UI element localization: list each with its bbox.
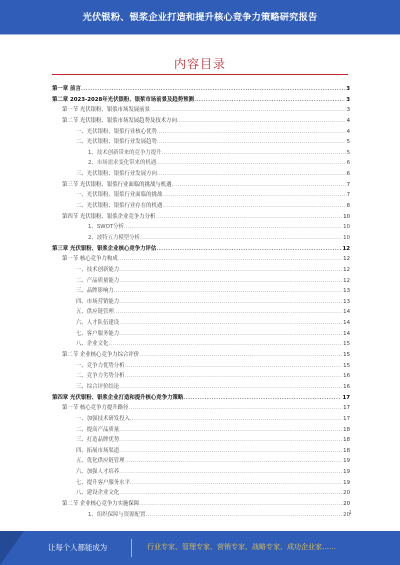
toc-entry-page: 4	[346, 117, 350, 124]
toc-entry[interactable]	[52, 435, 350, 446]
toc-entry-page: 16	[343, 373, 350, 380]
toc-entry-label: 二、产品质量能力	[76, 277, 120, 284]
toc-leader-dots	[125, 371, 343, 382]
toc-entry-page: 10	[343, 213, 350, 220]
toc-entry-page: 7	[346, 181, 350, 188]
toc-entry-page: 10	[343, 234, 350, 241]
toc-leader-dots	[108, 339, 342, 350]
toc-entry-label: 第一节 光伏银粉、银浆市场发展前景	[62, 107, 150, 114]
toc-entry-page: 18	[343, 447, 350, 454]
toc-entry-label: 第一章 前言	[52, 86, 81, 92]
toc-leader-dots	[145, 510, 342, 521]
toc-entry-label: 第二节 企业核心竞争力综合评价	[62, 352, 140, 359]
toc-leader-dots	[162, 190, 345, 201]
toc-leader-dots	[114, 307, 342, 318]
toc-entry-label: 二、竞争力劣势分析	[76, 373, 125, 380]
report-title: 光伏银粉、银浆企业打造和提升核心竞争力策略研究报告	[82, 12, 318, 23]
toc-leader-dots	[156, 158, 345, 169]
toc-entry-page: 12	[343, 266, 350, 273]
toc-entry[interactable]	[52, 201, 350, 212]
toc-entry-label: 1、组织保障与资源配置	[88, 511, 146, 518]
header-divider	[0, 34, 400, 35]
toc-entry-page: 13	[343, 288, 350, 295]
toc-entry[interactable]	[52, 116, 350, 127]
table-of-contents	[52, 84, 350, 520]
toc-entry[interactable]	[52, 127, 350, 138]
toc-entry-page: 19	[343, 479, 350, 486]
toc-entry-label: 五、供应链管理	[76, 309, 114, 316]
toc-entry-label: 六、加强人才培养	[76, 469, 120, 476]
toc-entry[interactable]	[52, 169, 350, 180]
toc-entry-label: 一、技术创新能力	[76, 266, 120, 273]
toc-entry[interactable]	[52, 212, 350, 223]
toc-entry[interactable]	[52, 148, 350, 159]
footer-roles: 行业专家、管理专家、营销专家、战略专家、成功企业家……	[147, 543, 336, 551]
toc-leader-dots	[162, 201, 345, 212]
toc-entry-page: 19	[343, 458, 350, 465]
toc-entry-page: 12	[343, 256, 350, 263]
toc-entry[interactable]	[52, 339, 350, 350]
toc-entry-label: 二、光伏银粉、银浆行业发展趋势	[76, 139, 157, 146]
toc-leader-dots	[156, 244, 341, 255]
toc-entry-page: 15	[343, 362, 350, 369]
toc-leader-dots	[194, 95, 345, 106]
toc-entry[interactable]	[52, 393, 350, 404]
toc-entry-label: 第四章 光伏银粉、银浆企业打造和提升核心竞争力策略	[52, 394, 184, 401]
toc-entry-page: 15	[343, 352, 350, 359]
footer-slogan: 让每个人都能成为	[48, 543, 108, 552]
footer-divider	[131, 539, 132, 557]
toc-entry-label: 第一节 核心竞争力提升路径	[62, 405, 129, 412]
toc-entry[interactable]	[52, 350, 350, 361]
toc-entry[interactable]	[52, 297, 350, 308]
toc-entry[interactable]	[52, 382, 350, 393]
toc-entry-page: 14	[343, 320, 350, 327]
toc-heading: 内容目录	[173, 57, 226, 71]
toc-entry-label: 三、品牌影响力	[76, 288, 114, 295]
toc-entry-label: 第一节 核心竞争力构成	[62, 256, 118, 263]
toc-entry-label: 2、波特五力模型分析	[88, 234, 140, 241]
toc-entry[interactable]	[52, 446, 350, 457]
toc-leader-dots	[155, 212, 342, 223]
toc-leader-dots	[139, 350, 342, 361]
toc-leader-dots	[157, 169, 346, 180]
toc-entry-label: 二、提高产品质量	[76, 426, 120, 433]
toc-leader-dots	[119, 425, 342, 436]
toc-entry-page: 14	[343, 309, 350, 316]
toc-leader-dots	[150, 105, 346, 116]
toc-leader-dots	[119, 467, 342, 478]
toc-leader-dots	[119, 265, 342, 276]
toc-leader-dots	[157, 137, 346, 148]
toc-leader-dots	[140, 233, 342, 244]
toc-entry[interactable]	[52, 499, 350, 510]
toc-entry[interactable]	[52, 190, 350, 201]
toc-entry-label: 1、SWOT分析	[88, 224, 124, 231]
toc-entry-label: 八、建设企业文化	[76, 490, 120, 497]
toc-entry-page: 13	[343, 298, 350, 305]
toc-entry[interactable]	[52, 488, 350, 499]
footer-accent-shape	[0, 531, 24, 565]
toc-heading-rule	[52, 74, 348, 75]
toc-entry-label: 七、提升客户服务水平	[76, 479, 130, 486]
toc-entry-page: 16	[343, 383, 350, 390]
toc-leader-dots	[114, 286, 342, 297]
toc-entry[interactable]	[52, 403, 350, 414]
header-bar	[0, 0, 400, 34]
toc-entry[interactable]	[52, 95, 350, 106]
toc-entry-label: 五、优化供应链管理	[76, 458, 125, 465]
toc-leader-dots	[139, 499, 342, 510]
toc-entry-label: 第三节 光伏银粉、银浆行业面临的挑战与机遇	[62, 181, 172, 188]
toc-leader-dots	[118, 254, 343, 265]
toc-entry-label: 二、光伏银粉、银浆行业存在的机遇	[76, 203, 163, 210]
toc-entry[interactable]	[52, 361, 350, 372]
toc-entry-label: 四、市场营销能力	[76, 298, 120, 305]
toc-leader-dots	[119, 488, 342, 499]
toc-leader-dots	[119, 435, 342, 446]
toc-entry[interactable]	[52, 456, 350, 467]
toc-entry-label: 第二节 企业核心竞争力实施保障	[62, 500, 140, 507]
toc-entry-page: 19	[343, 469, 350, 476]
toc-entry-page: 17	[342, 394, 350, 401]
toc-entry-page: 3	[346, 86, 350, 92]
toc-leader-dots	[119, 382, 342, 393]
toc-entry[interactable]	[52, 233, 350, 244]
toc-entry-label: 一、加强技术研发投入	[76, 415, 130, 422]
toc-entry[interactable]	[52, 318, 350, 329]
toc-entry-page: 3	[346, 96, 350, 103]
toc-entry[interactable]	[52, 307, 350, 318]
toc-entry-page: 4	[346, 128, 350, 135]
toc-entry-page: 18	[343, 437, 350, 444]
toc-entry-page: 6	[346, 160, 350, 167]
page-number: 1	[348, 510, 352, 516]
toc-entry-label: 第二节 光伏银粉、银浆市场发展趋势及技术方向	[62, 117, 177, 124]
toc-entry-page: 12	[343, 277, 350, 284]
toc-entry-page: 17	[343, 405, 350, 412]
toc-leader-dots	[183, 393, 341, 404]
toc-entry-label: 三、打造品牌优势	[76, 437, 120, 444]
toc-entry[interactable]	[52, 84, 350, 95]
toc-entry-page: 10	[343, 224, 350, 231]
toc-entry-page: 18	[343, 426, 350, 433]
toc-entry-page: 20	[343, 500, 350, 507]
toc-leader-dots	[128, 403, 342, 414]
toc-entry[interactable]	[52, 510, 350, 521]
toc-entry[interactable]	[52, 371, 350, 382]
toc-entry[interactable]	[52, 478, 350, 489]
toc-entry-label: 2、市场需求变化带来的机遇	[88, 160, 157, 167]
toc-entry[interactable]	[52, 254, 350, 265]
toc-entry-label: 第三章 光伏银粉、银浆企业核心竞争力评估	[52, 245, 157, 252]
toc-entry-label: 第二章 2023-2028年光伏银粉、银浆市场前景及趋势预测	[52, 96, 194, 103]
toc-leader-dots	[157, 127, 346, 138]
toc-entry[interactable]	[52, 276, 350, 287]
toc-leader-dots	[130, 414, 342, 425]
toc-entry[interactable]	[52, 137, 350, 148]
toc-entry-label: 四、拓展市场渠道	[76, 447, 120, 454]
toc-entry[interactable]	[52, 180, 350, 191]
toc-entry[interactable]	[52, 222, 350, 233]
toc-leader-dots	[119, 276, 342, 287]
toc-entry-page: 5	[346, 149, 350, 156]
toc-entry-label: 三、光伏银粉、银浆行业发展方向	[76, 171, 157, 178]
toc-entry[interactable]	[52, 286, 350, 297]
toc-entry-label: 一、光伏银粉、银浆行业面临的挑战	[76, 192, 163, 199]
toc-entry-page: 15	[343, 341, 350, 348]
toc-entry[interactable]	[52, 425, 350, 436]
toc-leader-dots	[125, 361, 343, 372]
footer-bar	[0, 531, 400, 565]
toc-entry[interactable]	[52, 329, 350, 340]
toc-entry[interactable]	[52, 105, 350, 116]
toc-entry-label: 1、技术创新带来的竞争力提升	[88, 149, 162, 156]
toc-entry-label: 三、综合评价结论	[76, 383, 120, 390]
toc-leader-dots	[177, 116, 346, 127]
toc-leader-dots	[172, 180, 346, 191]
toc-entry[interactable]	[52, 244, 350, 255]
toc-entry-page: 7	[346, 192, 350, 199]
toc-entry-label: 一、竞争力优势分析	[76, 362, 125, 369]
toc-entry[interactable]	[52, 265, 350, 276]
toc-entry-page: 20	[343, 490, 350, 497]
toc-leader-dots	[119, 329, 342, 340]
toc-entry[interactable]	[52, 158, 350, 169]
toc-entry-label: 第四节 光伏银粉、银浆企业竞争力分析	[62, 213, 156, 220]
toc-entry-page: 12	[342, 245, 350, 252]
toc-leader-dots	[125, 456, 343, 467]
toc-leader-dots	[130, 478, 342, 489]
toc-leader-dots	[119, 318, 342, 329]
toc-entry-label: 八、企业文化	[76, 341, 109, 348]
toc-entry-page: 5	[346, 139, 350, 146]
toc-leader-dots	[119, 297, 342, 308]
toc-entry-page: 8	[346, 203, 350, 210]
toc-entry-page: 6	[346, 171, 350, 178]
toc-leader-dots	[162, 148, 346, 159]
toc-entry-label: 六、人才队伍建设	[76, 320, 120, 327]
toc-entry-page: 14	[343, 330, 350, 337]
toc-entry-page: 3	[346, 107, 350, 114]
toc-entry-label: 七、客户服务能力	[76, 330, 120, 337]
toc-entry-label: 一、光伏银粉、银浆行业核心优势	[76, 128, 157, 135]
toc-entry-page: 17	[343, 415, 350, 422]
toc-leader-dots	[124, 222, 342, 233]
toc-leader-dots	[81, 84, 345, 95]
toc-leader-dots	[119, 446, 342, 457]
toc-entry[interactable]	[52, 414, 350, 425]
toc-entry-page: 20	[343, 511, 350, 518]
toc-entry[interactable]	[52, 467, 350, 478]
